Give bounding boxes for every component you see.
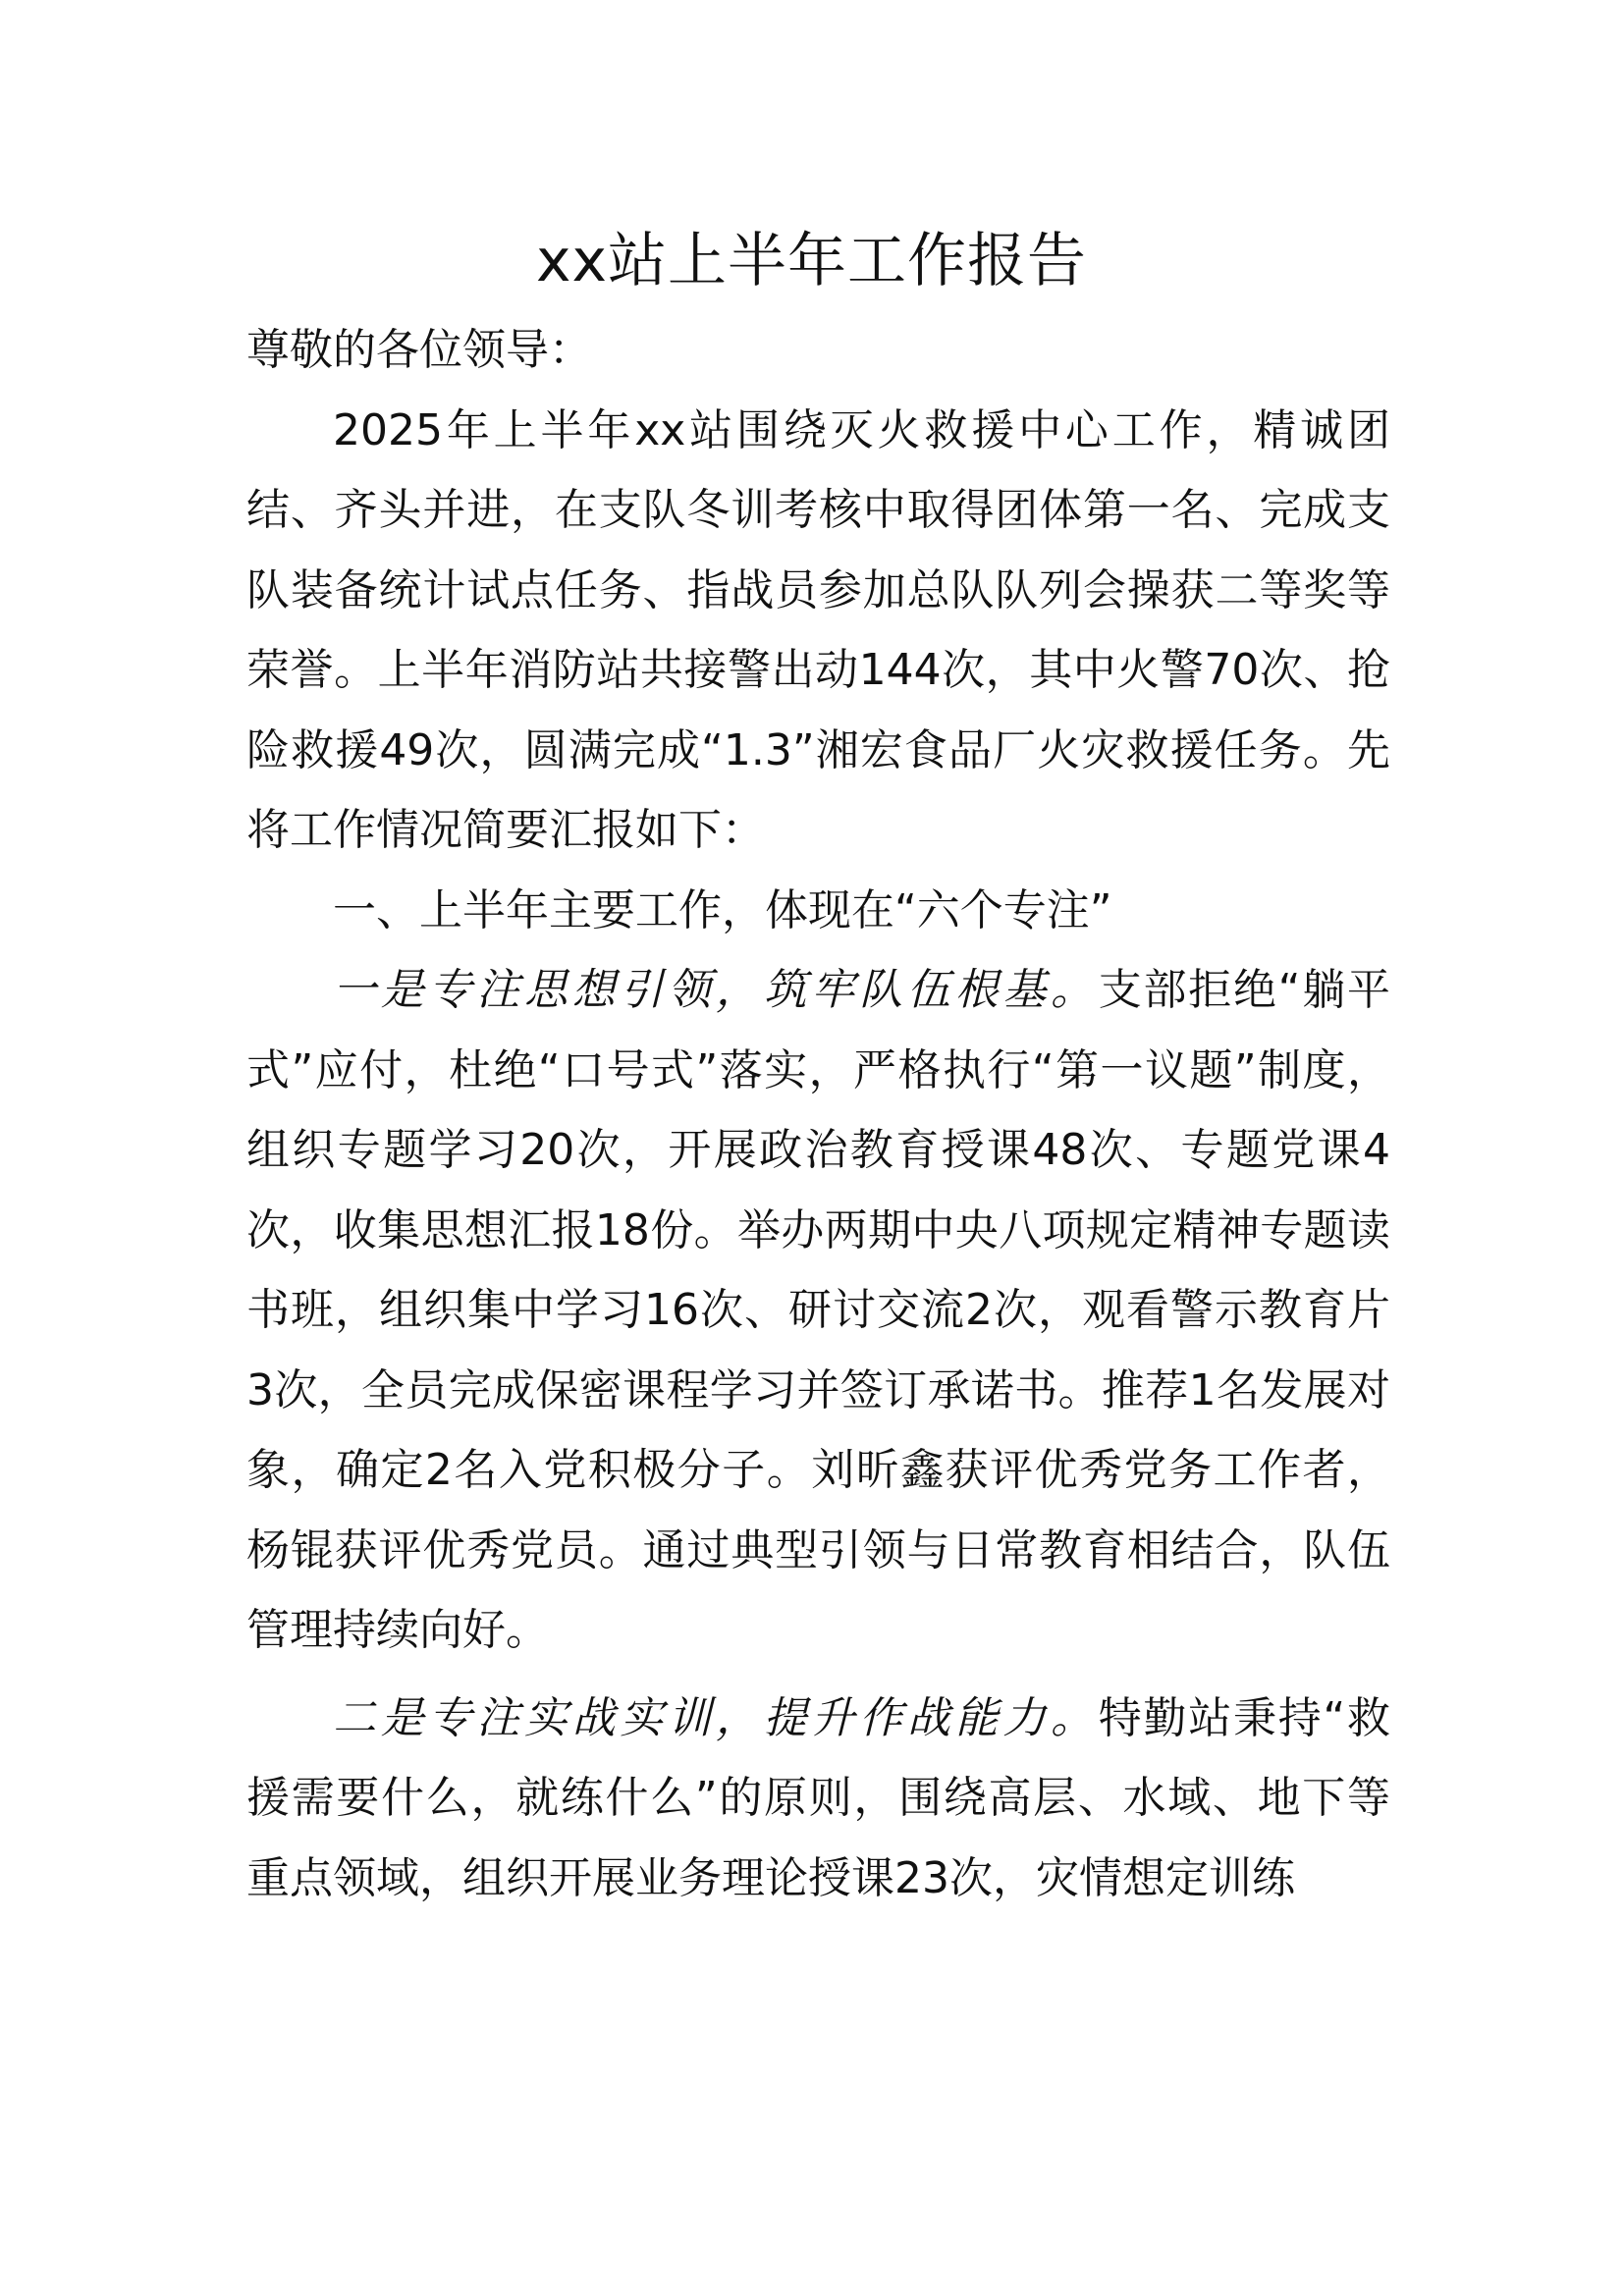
item-paragraph-2	[246, 1679, 1390, 1919]
document-title: xx站上半年工作报告	[535, 227, 1087, 295]
item-text-2: 特勤站秉持“救援需要什么，就练什么”的原则，围绕高层、水域、地下等重点领域，组织开展业务理论授课23次，灾情想定训练	[246, 1692, 1391, 1903]
item-lead-1: 一是专注思想引领，筑牢队伍根基。	[333, 965, 1099, 1015]
section-heading-1: 一、上半年主要工作，体现在“六个专注”	[333, 884, 1112, 935]
item-text-1: 支部拒绝“躺平式”应付，杜绝“口号式”落实，严格执行“第一议题”制度，组织专题学习20次，开展政治教育授课48次、专题党课4次，收集思想汇报18份。举办两期中央八项规定精神专题读书班，组织集中学习16次、研讨交流2次，观看警示教育片3次，全员完成保密课程学习并签订承诺书。推荐1名发展对象，确定2名入党积极分子。刘昕鑫获评优秀党务工作者，杨锟获评优秀党员。通过典型引领与日常教育相结合，队伍管理持续向好。	[246, 965, 1391, 1655]
item-lead-2: 二是专注实战实训，提升作战能力。	[333, 1692, 1099, 1743]
salutation: 尊敬的各位领导：	[246, 325, 592, 375]
intro-paragraph: 2025年上半年xx站围绕灭火救援中心工作，精诚团结、齐头并进，在支队冬训考核中取得团体第一名、完成支队装备统计试点任务、指战员参加总队队列会操获二等奖等荣誉。上半年消防站共接警出动144次，其中火警70次、抢险救援49次，圆满完成“1.3”湘宏食品厂火灾救援任务。先将工作情况简要汇报如下：	[246, 404, 1390, 855]
document-body	[246, 310, 1390, 1918]
item-paragraph-1	[246, 950, 1390, 1671]
